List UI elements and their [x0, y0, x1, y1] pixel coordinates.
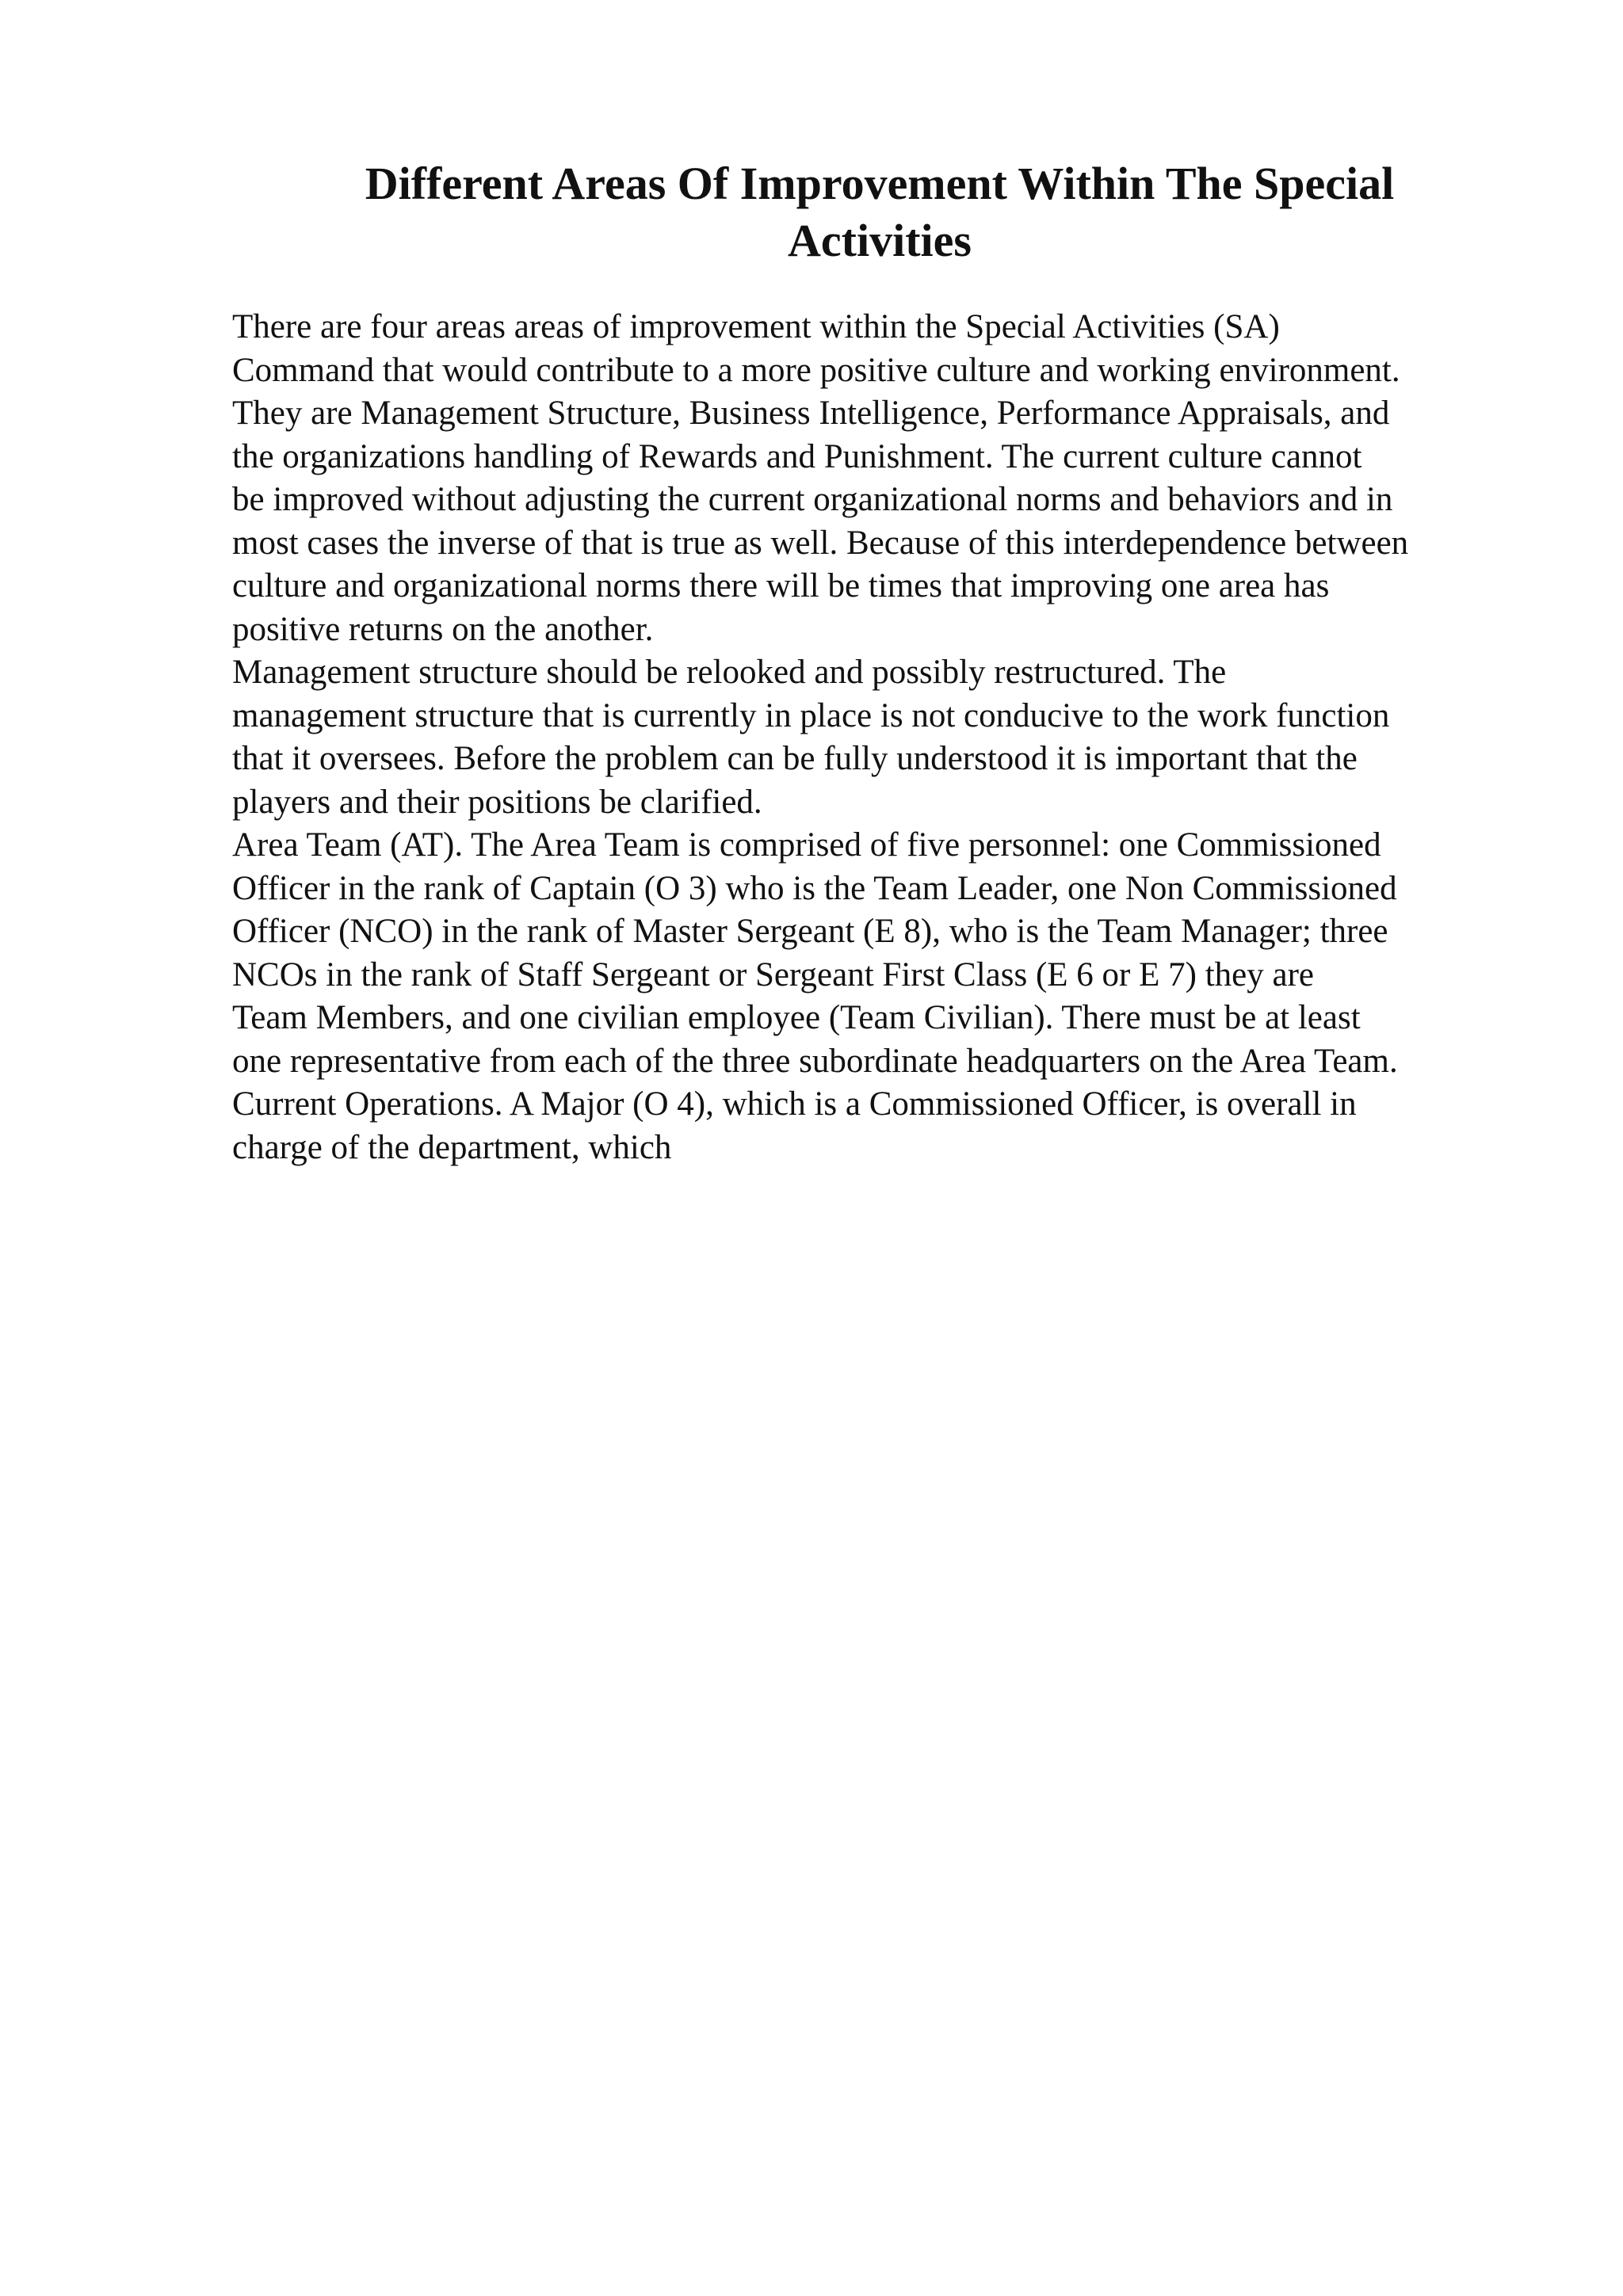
text-line: positive returns on the another.	[232, 610, 654, 648]
text-line: Team Members, and one civilian employee (Team Civilian). There must be at least	[232, 999, 1361, 1036]
paragraph-area-team	[232, 824, 1532, 1083]
title-line: Different Areas Of Improvement Within The Special	[365, 158, 1395, 209]
text-line: charge of the department, which	[232, 1128, 672, 1166]
text-line: Officer (NCO) in the rank of Master Sergeant (E 8), who is the Team Manager; three	[232, 913, 1388, 950]
text-line: players and their positions be clarified.	[232, 783, 762, 821]
text-line: There are four areas areas of improvement within the Special Activities (SA)	[232, 308, 1280, 345]
text-line: the organizations handling of Rewards and Punishment. The current culture cannot	[232, 437, 1362, 475]
document-body	[232, 306, 1532, 1169]
text-line: most cases the inverse of that is true as well. Because of this interdependence between	[232, 524, 1409, 562]
paragraph-management-structure	[232, 651, 1532, 824]
text-line: be improved without adjusting the current organizational norms and behaviors and in	[232, 481, 1393, 518]
text-line: one representative from each of the three subordinate headquarters on the Area Team.	[232, 1042, 1398, 1080]
title-line: Activities	[788, 215, 972, 266]
paragraph-intro	[232, 306, 1532, 651]
text-line: that it oversees. Before the problem can be fully understood it is important that the	[232, 740, 1358, 777]
document-title	[317, 155, 1442, 269]
text-line: Current Operations. A Major (O 4), which is a Commissioned Officer, is overall in	[232, 1085, 1357, 1123]
text-line: Area Team (AT). The Area Team is comprised of five personnel: one Commissioned	[232, 826, 1381, 864]
text-line: culture and organizational norms there will be times that improving one area has	[232, 567, 1330, 605]
text-line: Command that would contribute to a more positive culture and working environment.	[232, 351, 1400, 389]
text-line: management structure that is currently in place is not conducive to the work function	[232, 696, 1390, 734]
text-line: They are Management Structure, Business Intelligence, Performance Appraisals, and	[232, 395, 1390, 432]
text-line: Management structure should be relooked and possibly restructured. The	[232, 654, 1227, 691]
text-line: Officer in the rank of Captain (O 3) who is the Team Leader, one Non Commissioned	[232, 869, 1397, 907]
text-line: NCOs in the rank of Staff Sergeant or Sergeant First Class (E 6 or E 7) they are	[232, 955, 1314, 994]
paragraph-current-operations	[232, 1083, 1532, 1169]
